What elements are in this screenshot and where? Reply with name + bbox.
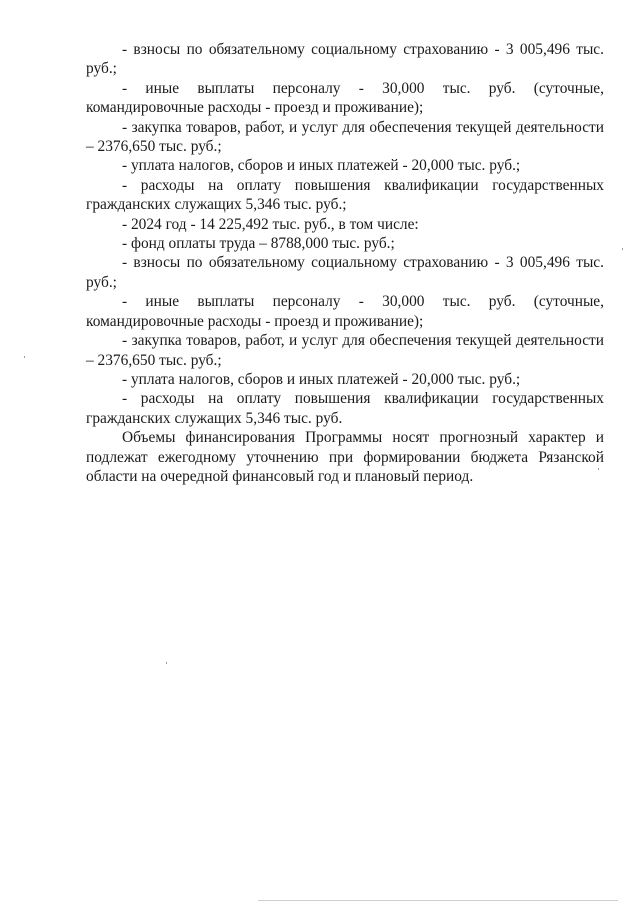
scan-speck [622,248,623,250]
paragraph-payroll-fund: - фонд оплаты труда – 8788,000 тыс. руб.; [122,235,395,253]
paragraph-financing-note: Объемы финансирования Программы носят прогнозный характер и подлежат ежегодному уточнению при формировании бюджета Рязанской области на очередной финансовый год и плановый период. [86,429,604,485]
paragraph-training-2: - расходы на оплату повышения квалификации государственных гражданских служащих 5,346 тыс. руб. [86,390,604,427]
paragraph-procurement-1: - закупка товаров, работ, и услуг для обеспечения текущей деятельности – 2376,650 тыс. руб.; [86,118,604,156]
paragraph-other-payments-2: - иные выплаты персоналу - 30,000 тыс. руб. (суточные, командировочные расходы - проезд и проживание); [86,293,604,330]
paragraph-year-2024: - 2024 год - 14 225,492 тыс. руб., в том числе: [122,215,419,233]
document-body [86,40,604,486]
paragraph-insurance-contributions-1: - взносы по обязательному социальному страхованию - 3 005,496 тыс. руб.; [86,41,604,78]
paragraph-insurance-contributions-2: - взносы по обязательному социальному страхованию - 3 005,496 тыс. руб.; [86,254,604,291]
scan-speck [24,356,25,358]
scan-speck [598,468,599,470]
scan-speck [166,662,167,664]
paragraph-taxes-1: - уплата налогов, сборов и иных платежей - 20,000 тыс. руб.; [122,157,521,175]
paragraph-other-payments-1: - иные выплаты персоналу - 30,000 тыс. руб. (суточные, командировочные расходы - проезд и проживание); [86,79,604,117]
paragraph-training-1: - расходы на оплату повышения квалификации государственных гражданских служащих 5,346 тыс. руб.; [86,176,604,214]
paragraph-procurement-2: - закупка товаров, работ, и услуг для обеспечения текущей деятельности – 2376,650 тыс. руб.; [86,332,604,369]
paragraph-taxes-2: - уплата налогов, сборов и иных платежей - 20,000 тыс. руб.; [122,370,521,388]
scan-speck [258,900,618,901]
